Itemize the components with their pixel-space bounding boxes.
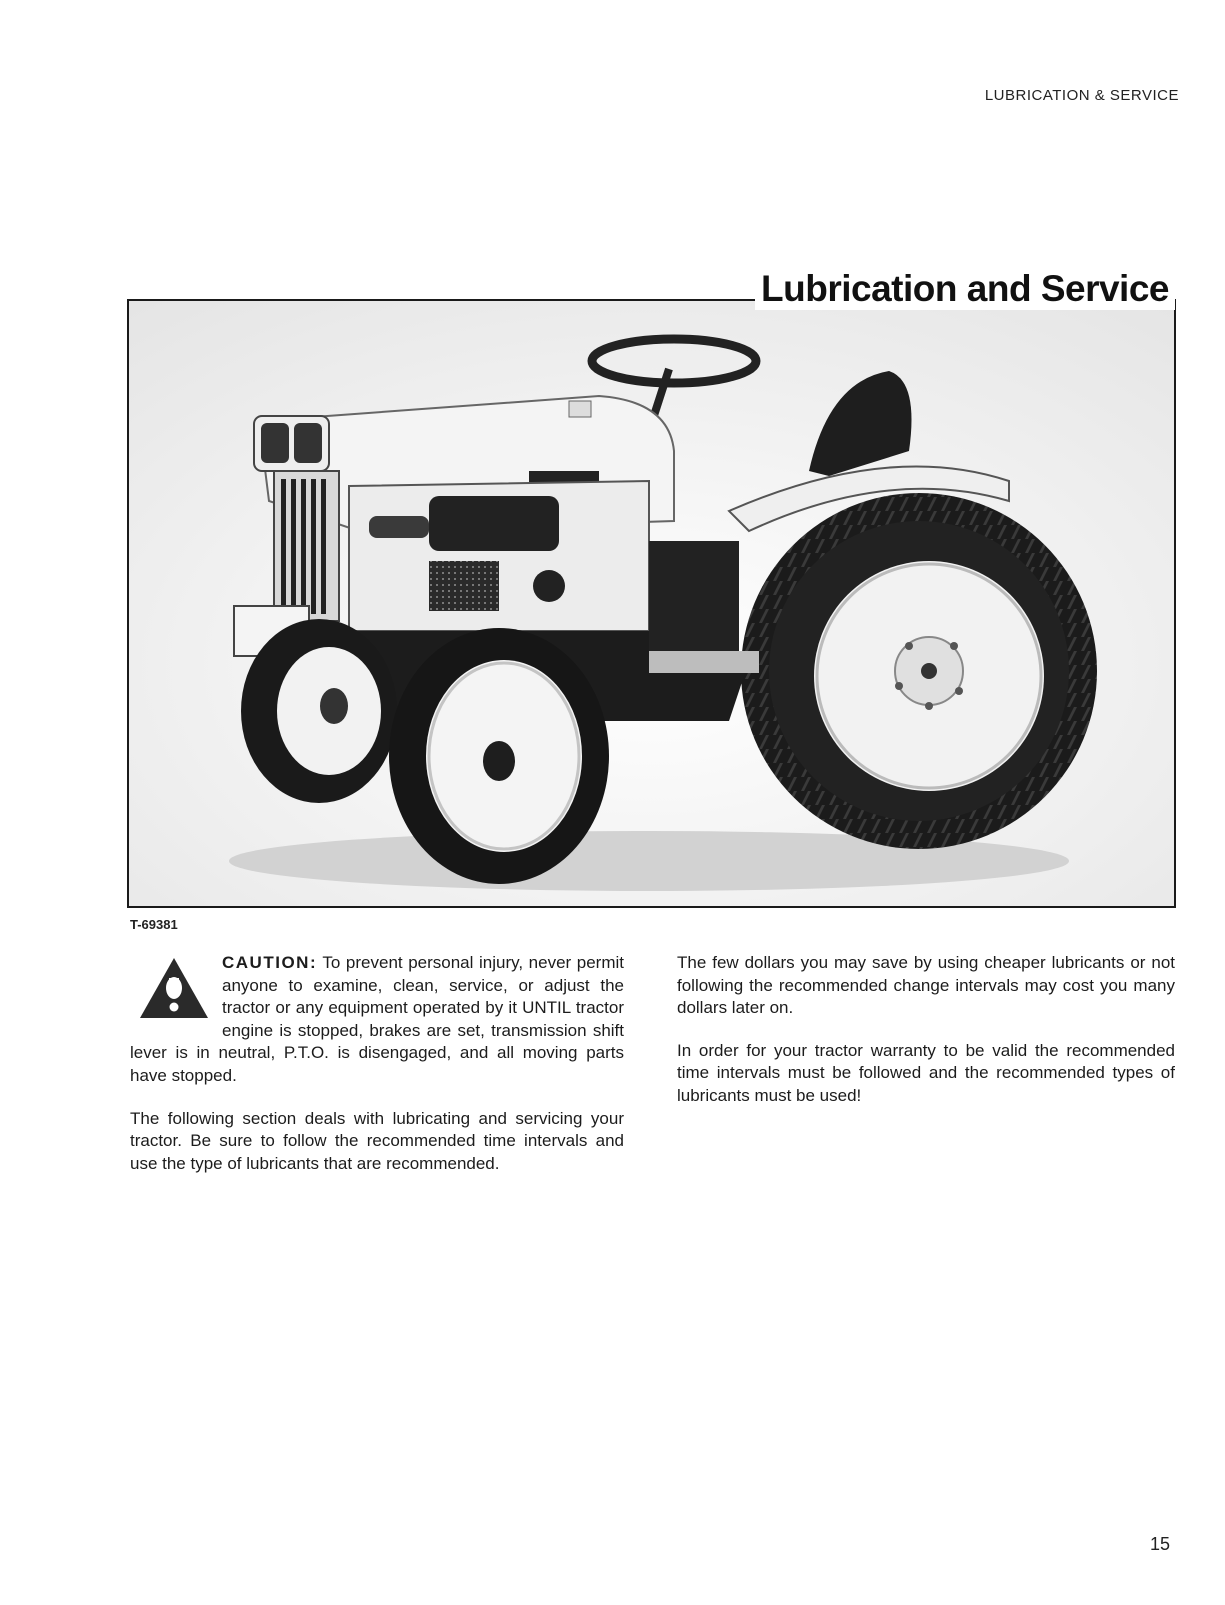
caution-text: To prevent personal injury, never permit anyone to examine, clean, service, or adjust the tractor or any equipment operated by it UNTIL tractor engine is stopped, brakes are set, transmission shift lever is in neutral, P.T.O. is disengaged, and all moving parts have stopped. [130,953,625,1085]
left-front-wheel [241,619,397,803]
tractor-illustration [129,301,1174,906]
right-column [677,952,1175,1128]
caution-block [130,952,624,1088]
savings-paragraph: The few dollars you may save by using cheaper lubricants or not following the recommended change intervals may cost you many dollars later on. [677,953,1175,1018]
right-front-wheel [389,628,609,884]
running-header: LUBRICATION & SERVICE [984,87,1179,104]
intro-paragraph: The following section deals with lubricating and servicing your tractor. Be sure to follow the recommended time intervals and use the type of lubricants that are recommended. [130,1108,624,1173]
photo-code: T-69381 [130,917,178,932]
rear-wheel [741,493,1097,849]
caution-label: CAUTION: [222,953,318,972]
warranty-paragraph: In order for your tractor warranty to be valid the recommended time intervals must be followed and the recommended types of lubricants must be used! [677,1040,1175,1105]
tractor-photo [127,299,1176,908]
page-number: 15 [1149,1534,1170,1554]
left-column [130,952,624,1195]
section-title: Lubrication and Service [755,268,1175,310]
warning-triangle-icon [138,956,210,1020]
